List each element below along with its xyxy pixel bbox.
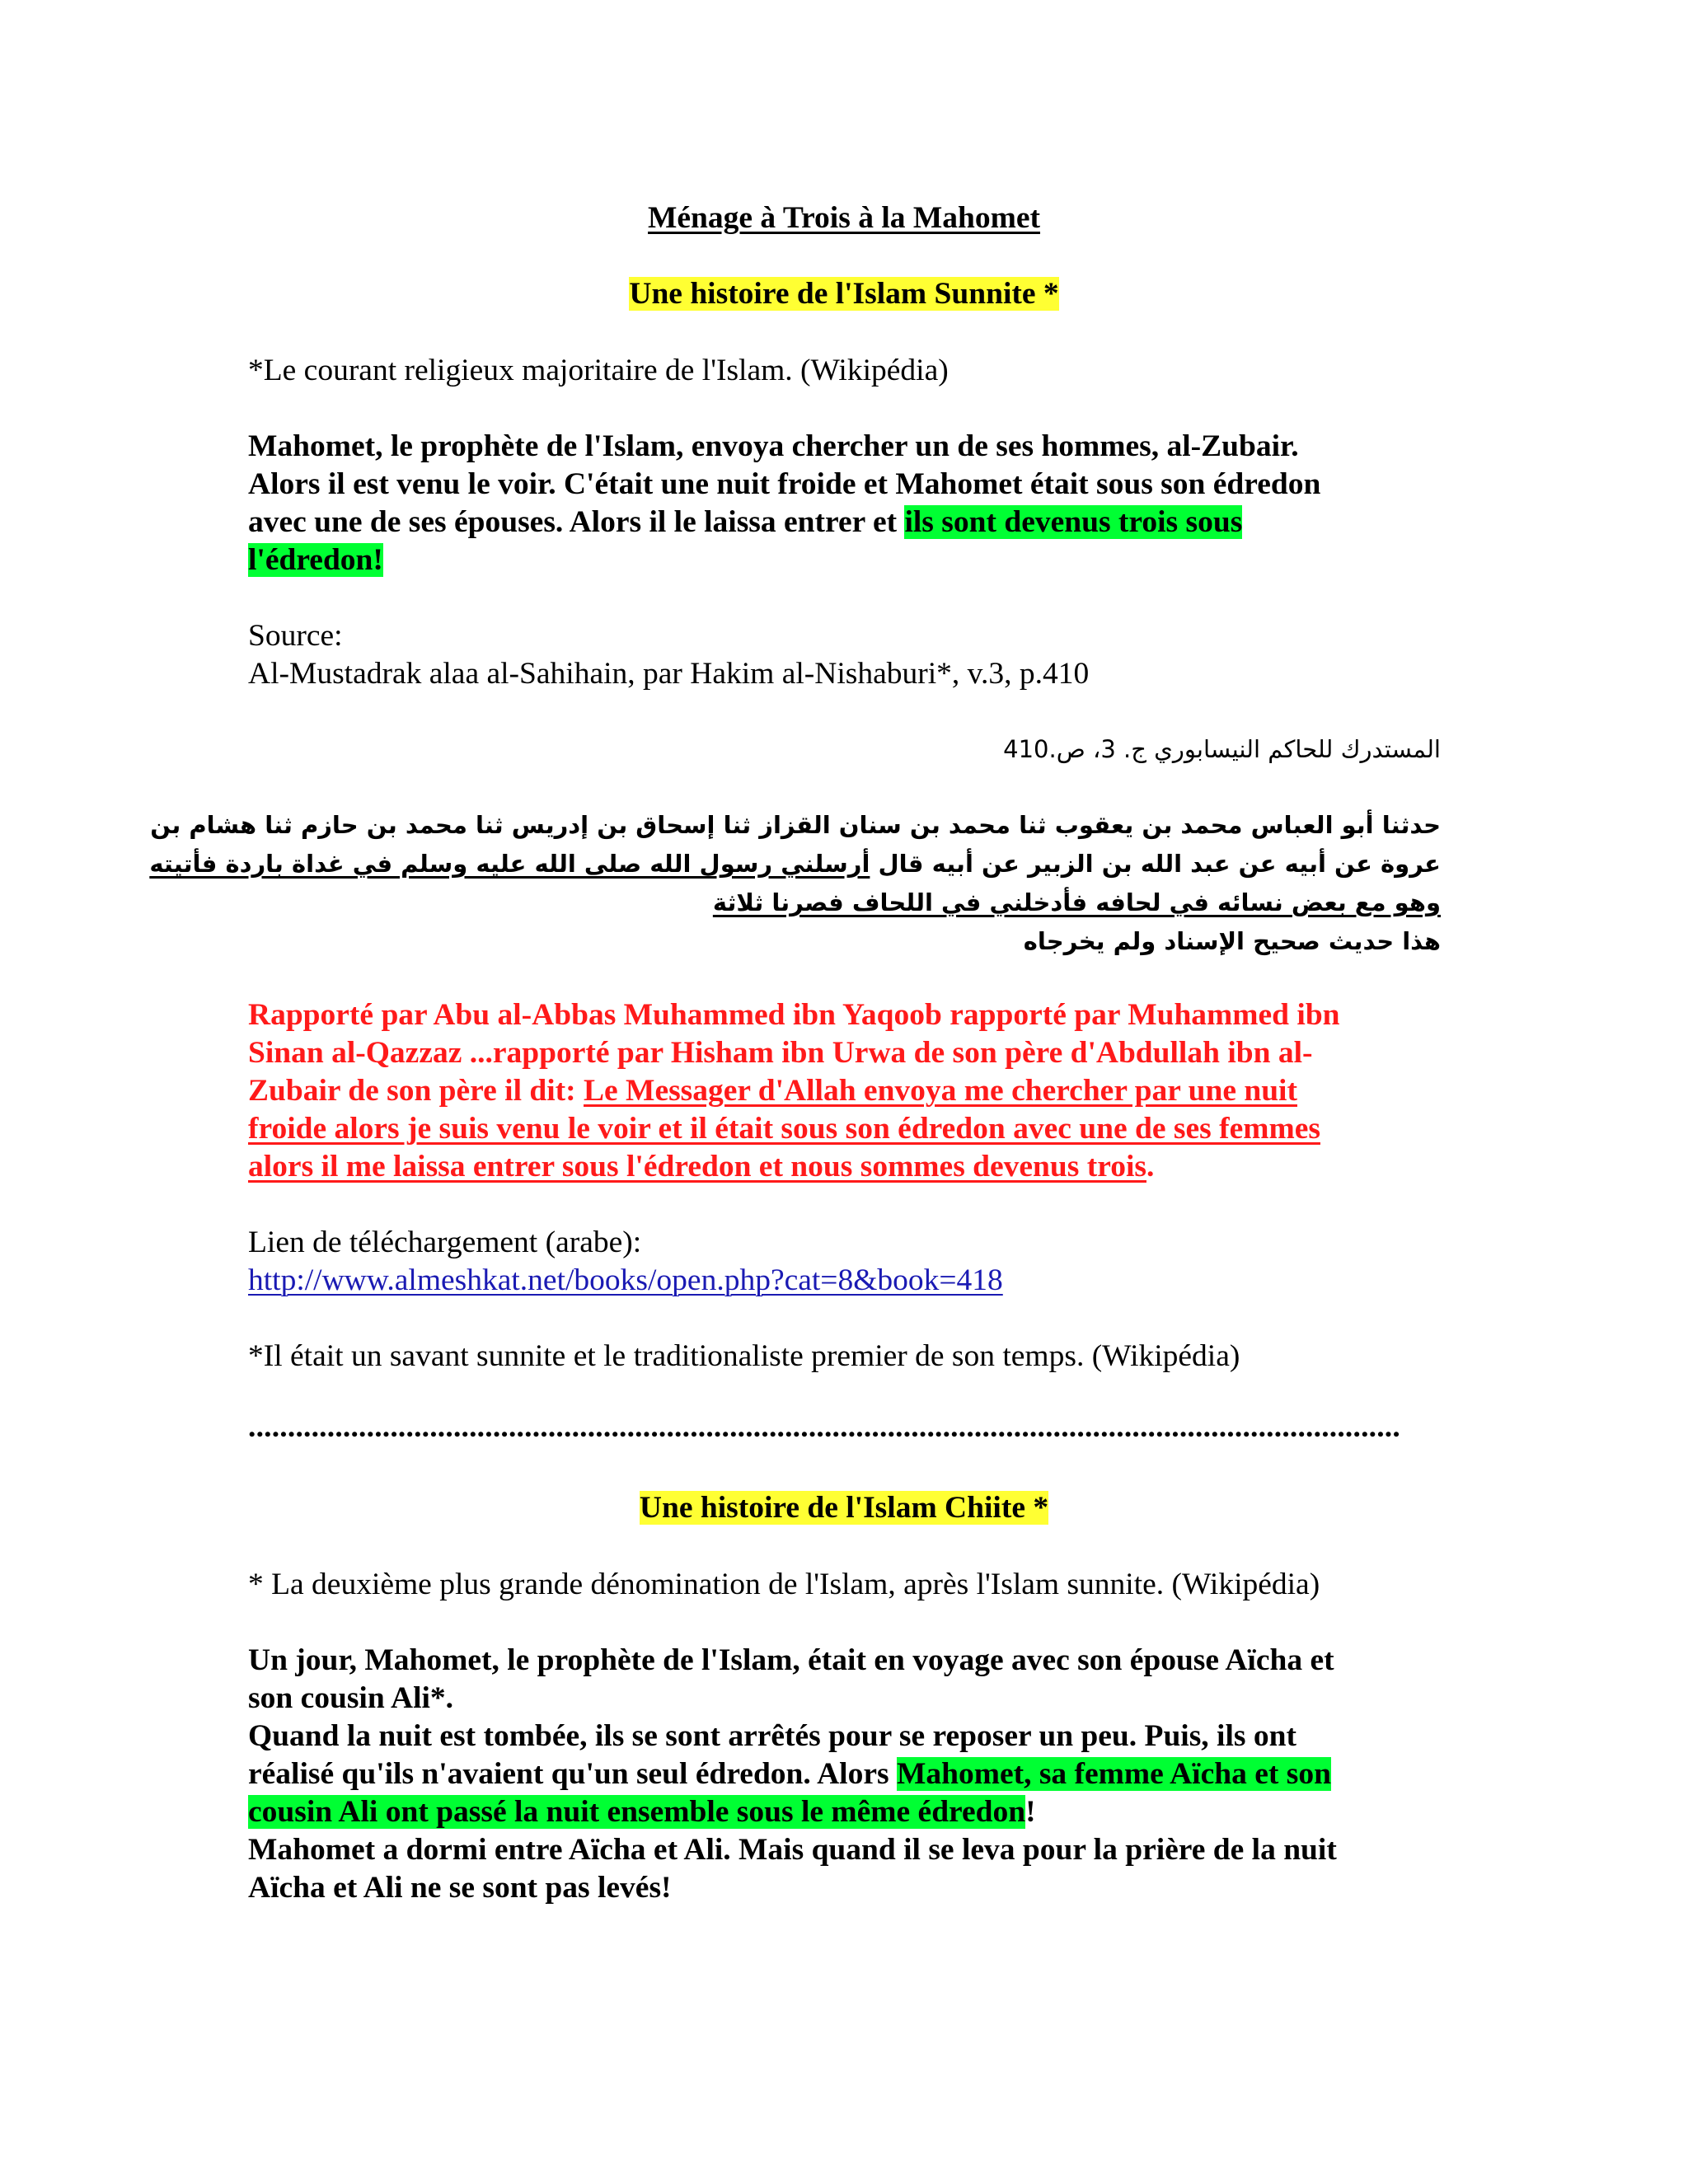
arabic-line-3 [246,883,1441,922]
separator-dots: .................................................................................................................................................. [248,1411,1400,1444]
red-line-5-end: . [1146,1150,1155,1183]
arabic-line-2-text: عروة عن أبيه عن عبد الله بن الزبير عن أبيه قال [870,850,1441,878]
shia-heading [0,1489,1688,1527]
scholar-note: *Il était un savant sunnite et le traditionaliste premier de son temps. (Wikipédia) [248,1339,1240,1373]
sunni-heading [0,275,1688,313]
red-translation [248,996,1443,1186]
title-text: Ménage à Trois à la Mahomet [648,201,1040,235]
shia-story-line-6: Mahomet a dormi entre Aïcha et Ali. Mais quand il se leva pour la prière de la nuit [248,1833,1337,1867]
sunni-story-line-1: Mahomet, le prophète de l'Islam, envoya chercher un de ses hommes, al-Zubair. [248,429,1299,463]
shia-story-line-2: son cousin Ali*. [248,1681,454,1715]
shia-story-line-7: Aïcha et Ali ne se sont pas levés! [248,1871,672,1905]
sunni-story-highlight-2: l'édredon! [248,543,383,577]
arabic-hadith [149,806,1441,961]
arabic-line-1: حدثنا أبو العباس محمد بن يعقوب ثنا محمد بن سنان القزاز ثنا إسحاق بن إدريس ثنا محمد بن حازم ثنا هشام بن [150,811,1441,839]
download-block [248,1224,1443,1300]
sunni-story-highlight-1: ils sont devenus trois sous [904,505,1243,539]
shia-story-line-4 [248,1755,1443,1793]
red-line-5-underlined: alors il me laissa entrer sous l'édredon et nous sommes devenus trois [248,1150,1146,1183]
shia-story [248,1642,1443,1907]
red-line-3-underlined: Le Messager d'Allah envoya me chercher par une nuit [584,1074,1297,1108]
shia-story-highlight-2: cousin Ali ont passé la nuit ensemble sous le même édredon [248,1795,1026,1829]
document-title [0,199,1688,237]
red-line-4-underlined: froide alors je suis venu le voir et il était sous son édredon avec une de ses femmes [248,1112,1320,1146]
red-line-3 [248,1072,1443,1110]
shia-heading-text: Une histoire de l'Islam Chiite * [639,1491,1049,1525]
sunni-story-line-2: Alors il est venu le voir. C'était une nuit froide et Mahomet était sous son édredon [248,467,1321,501]
download-link-line [248,1262,1443,1300]
download-link[interactable]: http://www.almeshkat.net/books/open.php?cat=8&book=418 [248,1263,1003,1297]
sunni-story-line-4 [248,541,1443,579]
arabic-line-4: هذا حديث صحيح الإسناد ولم يخرجاه [1023,927,1441,955]
source-reference: Al-Mustadrak alaa al-Sahihain, par Hakim al-Nishaburi*, v.3, p.410 [248,657,1090,691]
sunni-heading-text: Une histoire de l'Islam Sunnite * [629,277,1059,311]
red-line-3-text: Zubair de son père il dit: [248,1074,584,1108]
shia-story-line-4-text: réalisé qu'ils n'avaient qu'un seul édredon. Alors [248,1757,897,1791]
arabic-line-2-underlined: أرسلني رسول الله صلى الله عليه وسلم في غداة باردة فأتيته [149,850,870,878]
red-line-2: Sinan al-Qazzaz ...rapporté par Hisham ibn Urwa de son père d'Abdullah ibn al- [248,1036,1313,1070]
sunni-story-line-3-text: avec une de ses épouses. Alors il le laissa entrer et [248,505,905,539]
shia-story-line-5 [248,1793,1443,1831]
download-label: Lien de téléchargement (arabe): [248,1226,642,1259]
shia-footnote: * La deuxième plus grande dénomination de l'Islam, après l'Islam sunnite. (Wikipédia) [248,1568,1320,1601]
sunni-footnote: *Le courant religieux majoritaire de l'Islam. (Wikipédia) [248,354,949,387]
arabic-line-3-underlined: وهو مع بعض نسائه في لحافه فأدخلني في اللحاف فصرنا ثلاثة [712,888,1441,916]
red-line-5 [248,1148,1443,1186]
shia-story-line-1: Un jour, Mahomet, le prophète de l'Islam, était en voyage avec son épouse Aïcha et [248,1643,1334,1677]
red-line-1: Rapporté par Abu al-Abbas Muhammed ibn Yaqoob rapporté par Muhammed ibn [248,998,1340,1032]
source-label: Source: [248,619,343,653]
shia-story-line-5-end: ! [1025,1795,1036,1829]
shia-story-line-3: Quand la nuit est tombée, ils se sont arrêtés pour se reposer un peu. Puis, ils ont [248,1719,1296,1753]
red-line-4 [248,1110,1443,1148]
arabic-source: المستدرك للحاكم النيسابوري ج. 3، ص.410 [1003,735,1441,763]
arabic-line-2 [149,845,1441,883]
sunni-story-line-3 [248,504,1443,541]
source-block [248,617,1443,693]
sunni-story [248,428,1443,579]
shia-story-highlight-1: Mahomet, sa femme Aïcha et son [896,1757,1331,1791]
